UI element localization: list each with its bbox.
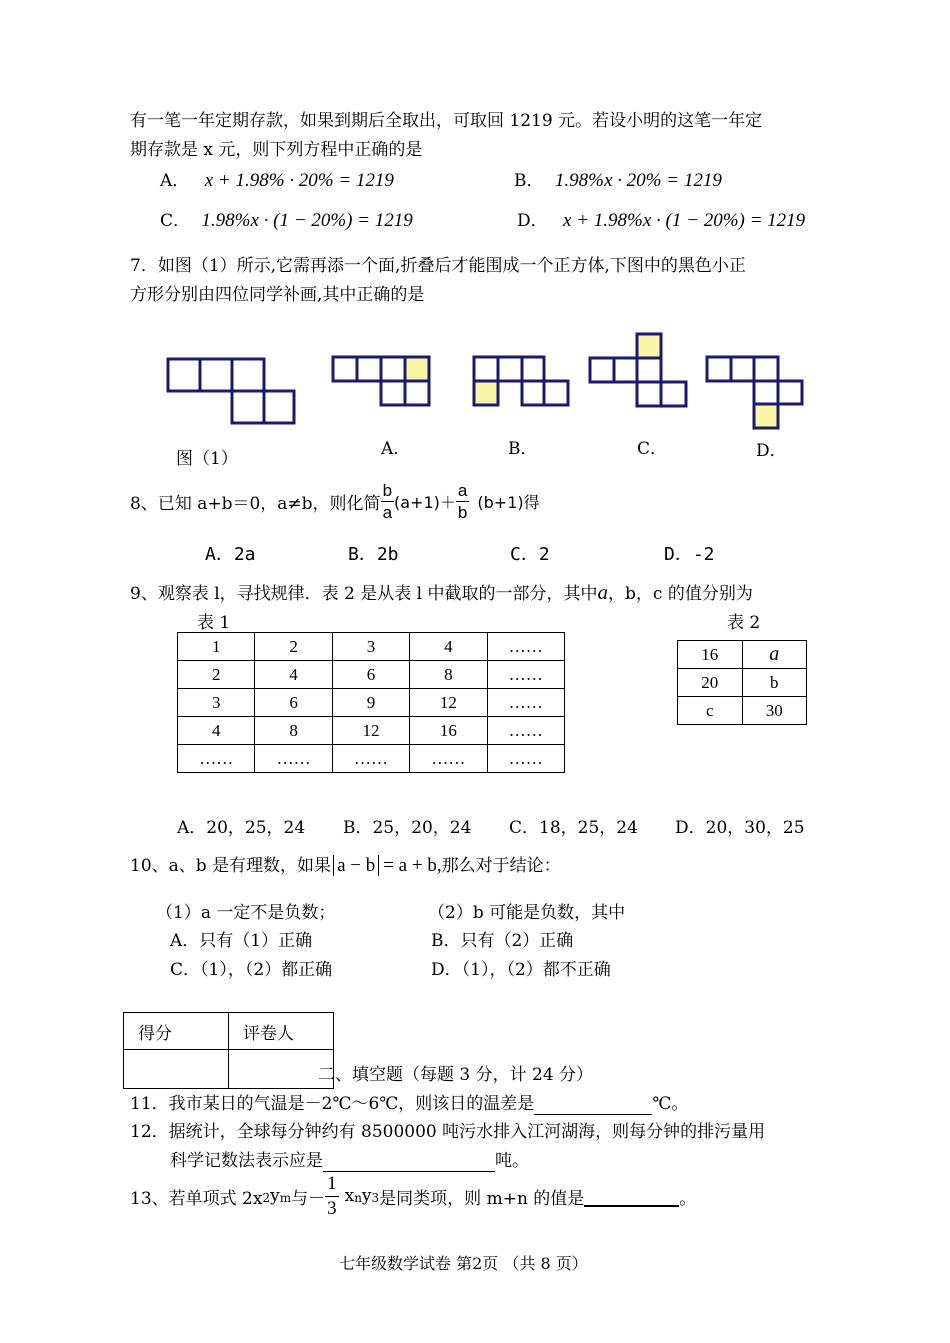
q6-option-a: A． x + 1.98% · 20% = 1219 xyxy=(160,170,394,191)
q6-option-c: C． 1.98%x · (1 − 20%) = 1219 xyxy=(160,210,413,231)
score-label: 得分 xyxy=(124,1013,229,1050)
table1-cell: …… xyxy=(487,661,564,689)
q7-line2: 方形分别由四位同学补画,其中正确的是 xyxy=(130,285,425,305)
table1-row xyxy=(178,633,565,661)
q9-option-d: D．20，30，25 xyxy=(675,818,805,838)
q13-blank xyxy=(584,1185,679,1207)
q10-conclusion-1: （1）a 一定不是负数； xyxy=(156,903,336,923)
table1-row xyxy=(178,745,565,773)
table2-row xyxy=(678,697,807,725)
q13-fraction-one-third: $\frac{1}{3}$ xyxy=(327,1172,337,1219)
table2-cell: 20 xyxy=(678,669,743,697)
table2-row xyxy=(678,641,807,669)
table1-cell: 6 xyxy=(255,689,332,717)
q9-table2-title: 表 2 xyxy=(727,613,761,633)
table1-cell: 2 xyxy=(178,661,255,689)
score-cell xyxy=(124,1050,229,1089)
q8-prefix: 8、已知 a+b＝0，a≠b，则化简 xyxy=(130,493,381,514)
table1-cell: 6 xyxy=(332,661,409,689)
table2-cell: b xyxy=(742,669,807,697)
table1-cell: 12 xyxy=(332,717,409,745)
table1-cell: 16 xyxy=(410,717,487,745)
table1-cell: …… xyxy=(332,745,409,773)
q7-fig-caption: 图（1） xyxy=(176,449,238,469)
q8-fraction-a-over-b: $\frac{a}{b}$ xyxy=(457,480,468,522)
table1-cell: 9 xyxy=(332,689,409,717)
q8-question xyxy=(130,474,540,528)
table2-cell: a xyxy=(742,641,807,669)
q12-line1: 12．据统计，全球每分钟约有 8500000 吨污水排入江河湖海，则每分钟的排污量用 xyxy=(130,1122,766,1142)
q7-label-b: B． xyxy=(508,439,538,459)
table1-row xyxy=(178,661,565,689)
table1-cell: 3 xyxy=(332,633,409,661)
table2-cell: 16 xyxy=(678,641,743,669)
table1-row xyxy=(178,717,565,745)
q10-option-d: D．（1），（2）都不正确 xyxy=(431,960,611,980)
q9-option-b: B．25，20，24 xyxy=(343,818,472,838)
q9-table1-title: 表 1 xyxy=(197,613,231,633)
net-option-d xyxy=(707,357,802,428)
table1-cell: …… xyxy=(255,745,332,773)
q6-option-b: B． 1.98%x · 20% = 1219 xyxy=(514,170,722,191)
q9-option-a: A．20，25，24 xyxy=(177,818,306,838)
net-option-b xyxy=(474,357,568,405)
q11-question: 11．我市某日的气温是－2℃～6℃，则该日的温差是 ℃。 xyxy=(130,1094,689,1114)
table1-cell: 2 xyxy=(255,633,332,661)
q7-label-c: C． xyxy=(637,439,668,459)
table1-cell: …… xyxy=(487,633,564,661)
table1-cell: 8 xyxy=(255,717,332,745)
q10-conclusion-2: （2）b 可能是负数，其中 xyxy=(428,903,626,923)
net-figure-1 xyxy=(168,359,294,423)
q8-option-a: A．2a xyxy=(205,544,256,565)
table1-cell: …… xyxy=(487,745,564,773)
table1-cell: 1 xyxy=(178,633,255,661)
q7-label-d: D． xyxy=(756,441,787,461)
q8-suffix: (b+1)得 xyxy=(477,492,540,512)
table1-cell: 4 xyxy=(410,633,487,661)
q7-label-a: A． xyxy=(381,439,411,459)
q7-line1: 7．如图（1）所示,它需再添一个面,折叠后才能围成一个正方体,下图中的黑色小正 xyxy=(130,256,746,276)
table1-cell: 3 xyxy=(178,689,255,717)
q10-option-c: C．（1），（2）都正确 xyxy=(170,960,333,980)
q9-table2 xyxy=(677,640,807,725)
q6-line2: 期存款是 x 元，则下列方程中正确的是 xyxy=(130,140,423,160)
q9-question: 9、观察表 l，寻找规律．表 2 是从表 l 中截取的一部分，其中a，b，c 的值分别为 xyxy=(130,580,753,604)
q10-option-a: A．只有（1）正确 xyxy=(170,931,313,951)
q8-option-c: C．2 xyxy=(510,544,550,565)
q13-question: 13、若单项式 2x $_2$ y $_m$ 与－ $\frac{1}{3}$ x $_n$ y $_3$ 是同类项，则 m+n 的值是 。 xyxy=(130,1172,697,1219)
table1-cell: …… xyxy=(487,689,564,717)
q8-option-d: D．-2 xyxy=(664,544,715,565)
grader-label: 评卷人 xyxy=(229,1013,334,1050)
q8-fraction-b-over-a: $\frac{b}{a}$ xyxy=(382,480,393,522)
q6-line1: 有一笔一年定期存款，如果到期后全取出，可取回 1219 元。若设小明的这笔一年定 xyxy=(130,111,763,131)
net-option-a xyxy=(333,357,429,405)
q12-line2: 科学记数法表示应是 吨。 xyxy=(170,1151,529,1171)
table1-row xyxy=(178,689,565,717)
q11-blank xyxy=(534,1094,652,1115)
q10-abs-value: a − b xyxy=(333,855,379,876)
table1-cell: …… xyxy=(178,745,255,773)
q9-option-c: C．18，25，24 xyxy=(509,818,638,838)
q7-cube-nets-figure xyxy=(0,320,950,430)
page-footer: 七年级数学试卷 第2页 （共 8 页） xyxy=(339,1254,588,1273)
table2-cell: c xyxy=(678,697,743,725)
table1-cell: 4 xyxy=(178,717,255,745)
table1-cell: 8 xyxy=(410,661,487,689)
table1-cell: …… xyxy=(410,745,487,773)
q10-question: 10、a、b 是有理数，如果 a − b = a + b,那么对于结论： xyxy=(130,855,561,876)
table2-row xyxy=(678,669,807,697)
table1-cell: …… xyxy=(487,717,564,745)
section-2-title: 二、填空题（每题 3 分，计 24 分） xyxy=(318,1065,594,1085)
q9-table1 xyxy=(177,632,565,773)
table1-cell: 4 xyxy=(255,661,332,689)
q10-option-b: B．只有（2）正确 xyxy=(431,931,574,951)
q6-option-d: D． x + 1.98%x · (1 − 20%) = 1219 xyxy=(517,210,806,231)
score-box xyxy=(123,1012,334,1089)
q8-option-b: B．2b xyxy=(348,544,399,565)
q8-mid: (a+1)＋ xyxy=(394,492,456,512)
net-option-c xyxy=(590,334,686,406)
table1-cell: 12 xyxy=(410,689,487,717)
table2-cell: 30 xyxy=(742,697,807,725)
